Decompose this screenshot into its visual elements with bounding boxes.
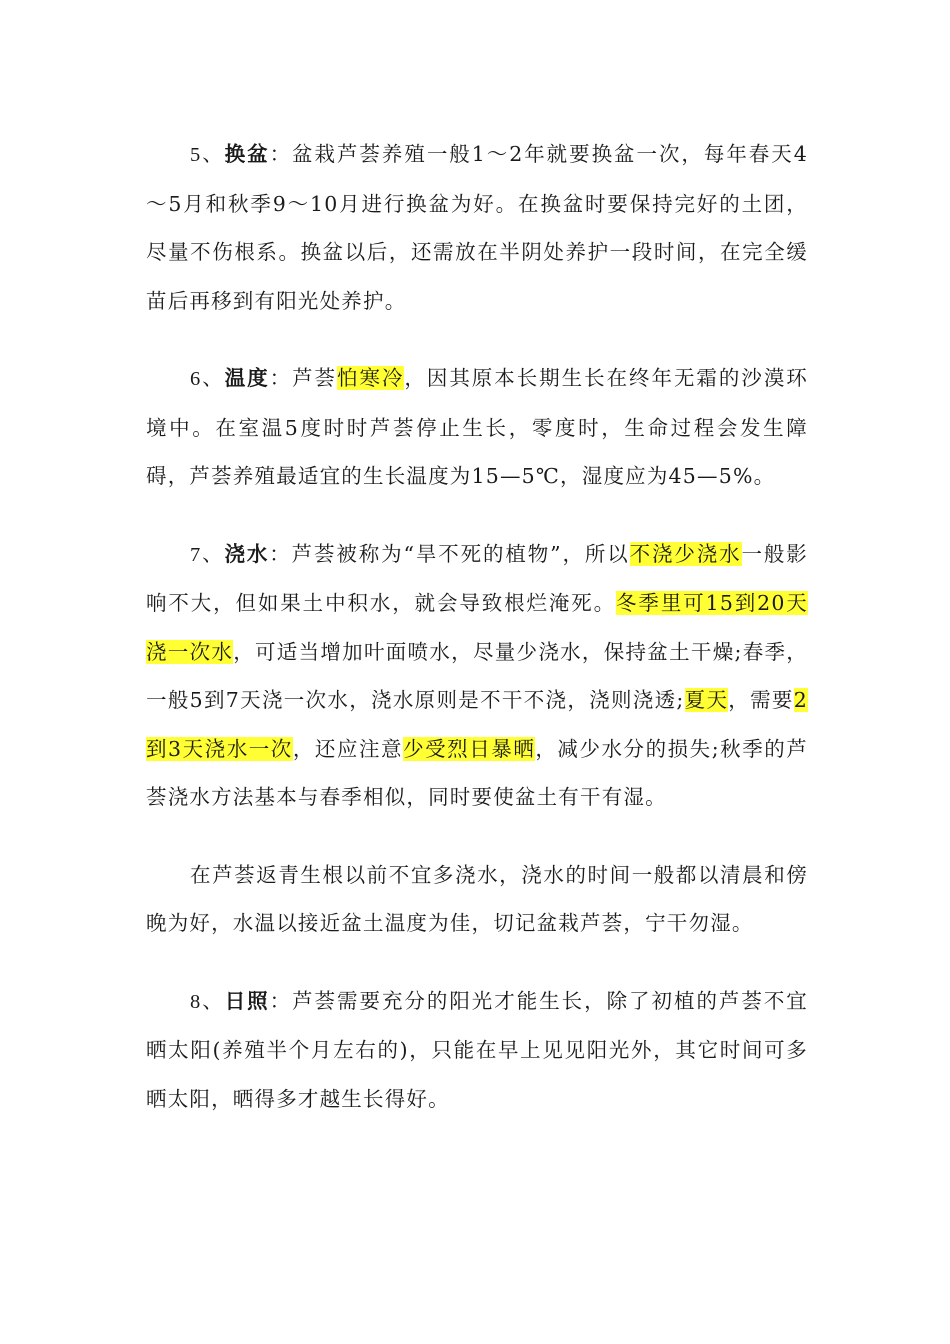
- body-text: ：芦荟需要充分的阳光才能生长，除了初植的芦荟不宜晒太阳(养殖半个月左右的)，只能在早上见见阳光外，其它时间可多晒太阳，晒得多才越生长得好。: [146, 988, 808, 1111]
- highlighted-text: 少受烈日暴晒: [403, 736, 536, 761]
- body-text: ，因其原本长期生长在终年无霜的沙漠环境中。在室温5度时时芦荟停止生长，零度时，生命过程会发生障碍，芦荟养殖最适宜的生长温度为15—5℃，湿度应为45—5%。: [146, 366, 808, 488]
- paragraph-heading: 浇水: [224, 541, 270, 566]
- body-text: 在芦荟返青生根以前不宜多浇水，浇水的时间一般都以清晨和傍晚为好，水温以接近盆土温度为佳，切记盆栽芦荟，宁干勿湿。: [146, 862, 808, 935]
- paragraph-p7b: [146, 851, 808, 948]
- body-text: ，需要: [728, 688, 794, 712]
- body-text: ：盆栽芦荟养殖一般1～2年就要换盆一次，每年春天4～5月和秋季9～10月进行换盆为好。在换盆时要保持完好的土团，尽量不伤根系。换盆以后，还需放在半阴处养护一段时间，在完全缓苗后再移到有阳光处养护。: [146, 142, 808, 313]
- body-text: 一般影响不大，但如果土中积水，就会导致根烂淹死。: [146, 541, 809, 615]
- highlighted-text: 怕寒冷: [337, 366, 405, 390]
- body-text: ，减少水分的损失;秋季的芦荟浇水方法基本与春季相似，同时要使盆土有干有湿。: [146, 736, 808, 809]
- highlighted-text: 2到3天浇水一次: [146, 688, 808, 761]
- paragraph-heading: 日照: [224, 988, 270, 1013]
- highlighted-text: 不浇少浇水: [629, 541, 742, 566]
- highlighted-text: 夏天: [684, 688, 729, 712]
- paragraph-p6: [146, 354, 808, 501]
- paragraph-number: 7、: [190, 543, 225, 566]
- paragraph-heading: 换盆: [224, 142, 270, 166]
- paragraph-p7: [146, 530, 808, 822]
- paragraph-number: 5、: [190, 144, 225, 166]
- body-text: ：芦荟: [269, 366, 338, 390]
- paragraph-heading: 温度: [224, 366, 270, 390]
- paragraph-number: 6、: [190, 368, 225, 390]
- paragraph-p8: [146, 977, 808, 1124]
- highlighted-text: 冬季里可15到20天浇一次水: [146, 591, 808, 664]
- document-body: [146, 130, 808, 1152]
- paragraph-p5: [146, 130, 808, 325]
- body-text: ，可适当增加叶面喷水，尽量少浇水，保持盆土干燥;春季，一般5到7天浇一次水，浇水原则是不干不浇，浇则浇透;: [146, 639, 808, 712]
- body-text: ，还应注意: [292, 736, 404, 761]
- paragraph-number: 8、: [190, 990, 225, 1013]
- body-text: ：芦荟被称为“旱不死的植物”，所以: [269, 541, 630, 566]
